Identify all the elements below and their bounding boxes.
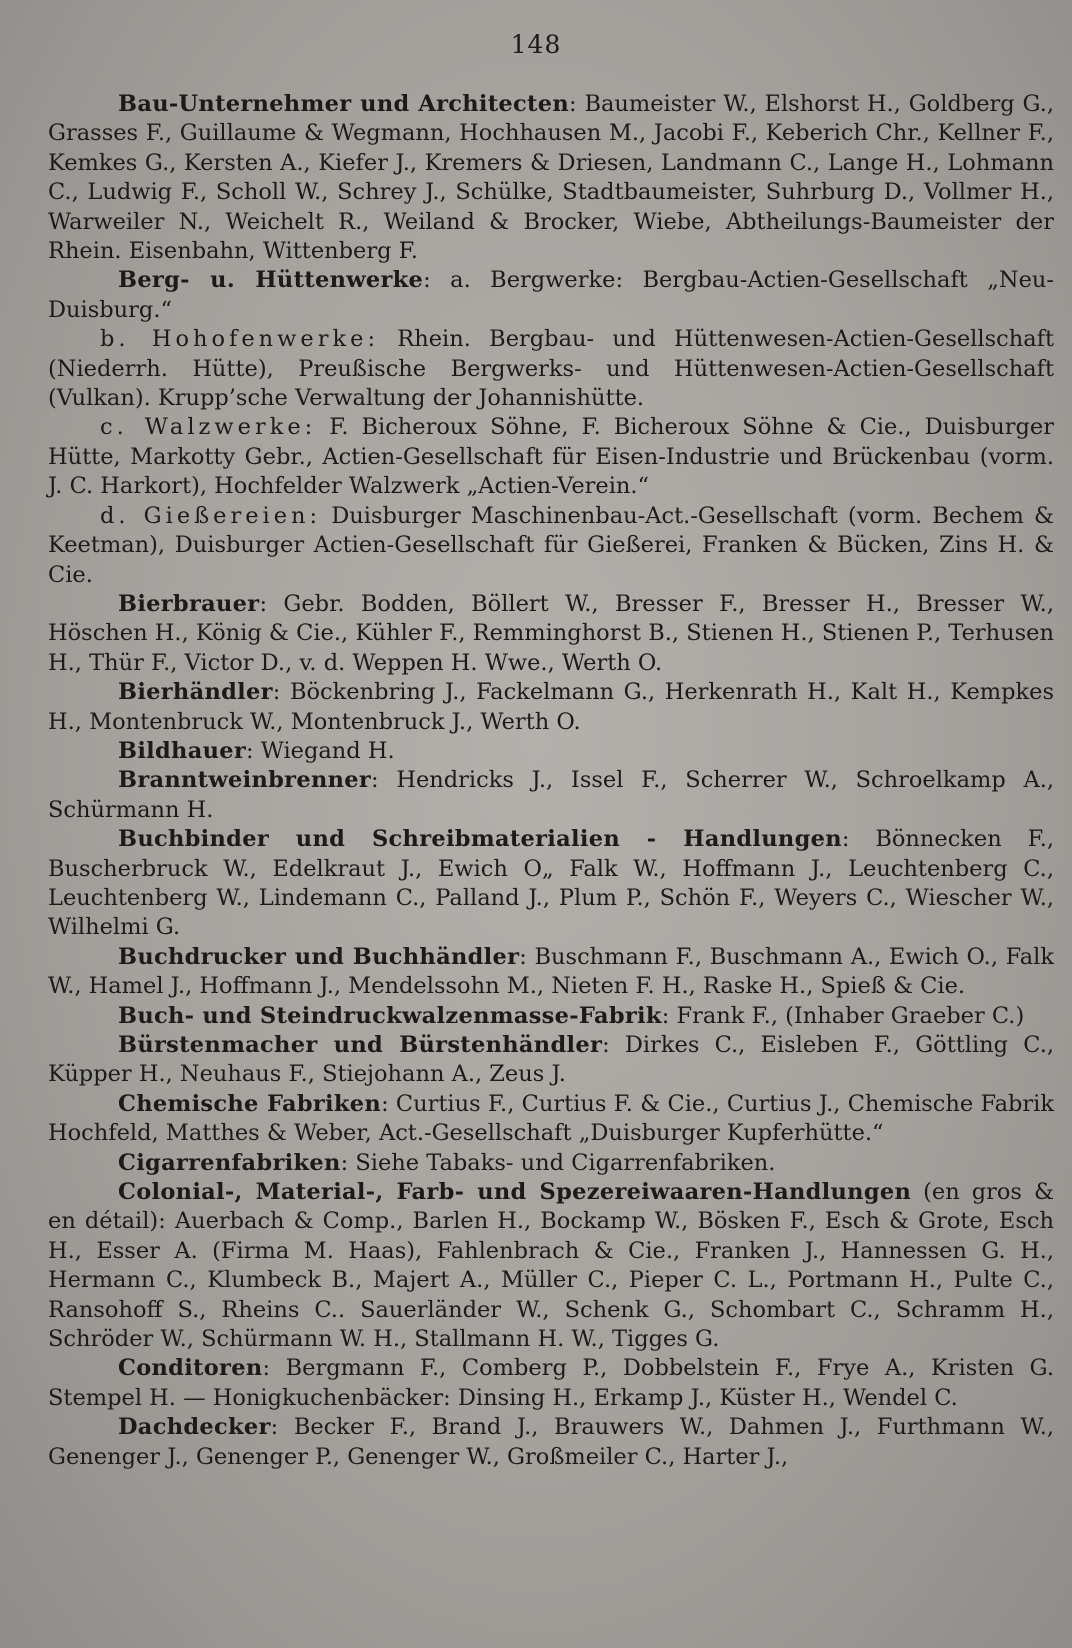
entry-text: : Hendricks J., Issel F., Scherrer W., Schroelkamp A., Schürmann H.	[48, 767, 1054, 823]
entry-text: : Böckenbring J., Fackelmann G., Herkenrath H., Kalt H., Kempkes H., Montenbruck W., Montenbruck J., Werth O.	[48, 679, 1054, 735]
entry-text: : Frank F., (Inhaber Graeber C.)	[661, 1002, 1025, 1029]
entry-heading: Bürstenmacher und Bürstenhändler	[118, 1032, 603, 1058]
entry-text: : Baumeister W., Elshorst H., Goldberg G., Grasses F., Guillaume & Wegmann, Hochhausen M., Jacobi F., Keberich Chr., Kellner F., Kemkes G., Kersten A., Kiefer J., Kremers & Driesen, Landmann C., Lange H., Lohmann C., Ludwig F., Scholl W., Schrey J., Schülke, Stadtbaumeister, Suhrburg D., Vollmer H., Warweiler N., Weichelt R., Weiland & Brocker, Wiebe, Abtheilungs-Baumeister der Rhein. Eisenbahn, Wittenberg F.	[48, 91, 1055, 265]
entry-steindruckwalzenmasse	[48, 1002, 1054, 1031]
entry-text: : Gebr. Bodden, Böllert W., Bresser F., Bresser H., Bresser W., Höschen H., König & Cie., Kühler F., Remminghorst B., Stienen H., Stienen P., Terhusen H., Thür F., Victor D., v. d. Weppen H. Wwe., Werth O.	[48, 590, 1054, 676]
entry-heading: Colonial-, Material-, Farb- und Spezereiwaaren-Handlungen	[118, 1179, 912, 1206]
subentry-hohofenwerke	[48, 325, 1054, 413]
subentry-label: b. Hohofenwerke:	[100, 326, 380, 353]
entry-text: : Curtius F., Curtius F. & Cie., Curtius J., Chemische Fabrik Hochfeld, Matthes & Weber, Act.-Gesellschaft „Duisburger Kupferhütte.“	[48, 1090, 1054, 1147]
entry-heading: Bau-Unternehmer und Architecten	[118, 91, 570, 117]
entry-heading: Buchbinder und Schreibmaterialien - Handlungen	[118, 826, 842, 853]
entry-heading: Berg- u. Hüttenwerke	[118, 267, 424, 294]
entry-dachdecker	[48, 1413, 1054, 1472]
entry-bierbrauer	[48, 590, 1054, 678]
entry-heading: Buch- und Steindruckwalzenmasse-Fabrik	[118, 1002, 662, 1029]
entry-text: : Bönnecken F., Buscherbruck W., Edelkraut J., Ewich O„ Falk W., Hoffmann J., Leuchtenberg C., Leuchtenberg W., Lindemann C., Palland J., Plum P., Schön F., Weyers C., Wiescher W., Wilhelmi G.	[48, 826, 1054, 941]
entry-text: : Siehe Tabaks- und Cigarrenfabriken.	[340, 1149, 776, 1176]
entry-colonialwaaren	[48, 1178, 1054, 1354]
entry-heading: Bierhändler	[118, 679, 273, 706]
entry-heading: Buchdrucker und Buchhändler	[118, 943, 520, 970]
subentry-text: F. Bicheroux Söhne, F. Bicheroux Söhne & Cie., Duisburger Hütte, Markotty Gebr., Actien-Gesellschaft für Eisen-Industrie und Brückenbau (vorm. J. C. Harkort), Hochfelder Walzwerk „Actien-Verein.“	[48, 414, 1054, 500]
entry-heading: Branntweinbrenner	[118, 767, 372, 794]
entry-heading: Conditoren	[118, 1355, 263, 1382]
entry-chemische-fabriken	[48, 1090, 1054, 1149]
subentry-label: c. Walzwerke:	[100, 414, 317, 441]
entry-buerstenmacher	[48, 1031, 1054, 1090]
subentry-text: Duisburger Maschinenbau-Act.-Gesellschaft (vorm. Bechem & Keetman), Duisburger Actien-Gesellschaft für Gießerei, Franken & Bücken, Zins H. & Cie.	[48, 502, 1054, 588]
entry-heading: Dachdecker	[118, 1414, 271, 1441]
entry-cigarrenfabriken	[48, 1149, 1054, 1178]
entry-bildhauer	[48, 737, 1054, 766]
entry-text: (en gros & en détail): Auerbach & Comp., Barlen H., Bockamp W., Bösken F., Esch & Grote, Esch H., Esser A. (Firma M. Haas), Fahlenbrach & Cie., Franken J., Hannessen G. H., Hermann C., Klumbeck B., Majert A., Müller C., Pieper C. L., Portmann H., Pulte C., Ransohoff S., Rheins C.. Sauerländer W., Schenk G., Schombart C., Schramm H., Schröder W., Schürmann W. H., Stallmann H. W., Tigges G.	[48, 1179, 1054, 1353]
entry-buchdrucker	[48, 943, 1054, 1002]
entry-conditoren	[48, 1354, 1054, 1413]
entry-text: : Buschmann F., Buschmann A., Ewich O., Falk W., Hamel J., Hoffmann J., Mendelssohn M., Nieten F. H., Raske H., Spieß & Cie.	[48, 943, 1054, 1000]
subentry-text: Rhein. Bergbau- und Hüttenwesen-Actien-Gesellschaft (Niederrh. Hütte), Preußische Bergwerks- und Hüttenwesen-Actien-Gesellschaft (Vulkan). Krupp’sche Verwaltung der Johannishütte.	[48, 326, 1055, 412]
entry-text: : Becker F., Brand J., Brauwers W., Dahmen J., Furthmann W., Genenger J., Genenger P., Genenger W., Großmeiler C., Harter J.,	[48, 1414, 1054, 1470]
entry-bierhaendler	[48, 678, 1054, 737]
entry-text: : Bergmann F., Comberg P., Dobbelstein F., Frye A., Kristen G. Stempel H. — Honigkuchenbäcker: Dinsing H., Erkamp J., Küster H., Wendel C.	[48, 1355, 1054, 1411]
entry-bau-unternehmer	[48, 90, 1054, 266]
entry-berg-huettenwerke	[48, 266, 1054, 325]
subentry-walzwerke	[48, 413, 1054, 501]
entry-heading: Bildhauer	[118, 737, 247, 764]
entry-branntweinbrenner	[48, 766, 1054, 825]
page-number: 148	[510, 30, 562, 59]
directory-text	[48, 90, 1054, 1472]
entry-heading: Chemische Fabriken	[118, 1090, 382, 1117]
entry-buchbinder	[48, 825, 1054, 943]
entry-heading: Cigarrenfabriken	[118, 1149, 341, 1176]
entry-heading: Bierbrauer	[118, 590, 260, 617]
entry-text: : Dirkes C., Eisleben F., Göttling C., Küpper H., Neuhaus F., Stiejohann A., Zeus J.	[48, 1032, 1054, 1088]
subentry-label: d. Gießereien:	[100, 502, 322, 529]
entry-text: : Wiegand H.	[246, 737, 395, 764]
subentry-giessereien	[48, 502, 1054, 590]
entry-text: : a. Bergwerke: Bergbau-Actien-Gesellschaft „Neu-Duisburg.“	[48, 267, 1054, 323]
